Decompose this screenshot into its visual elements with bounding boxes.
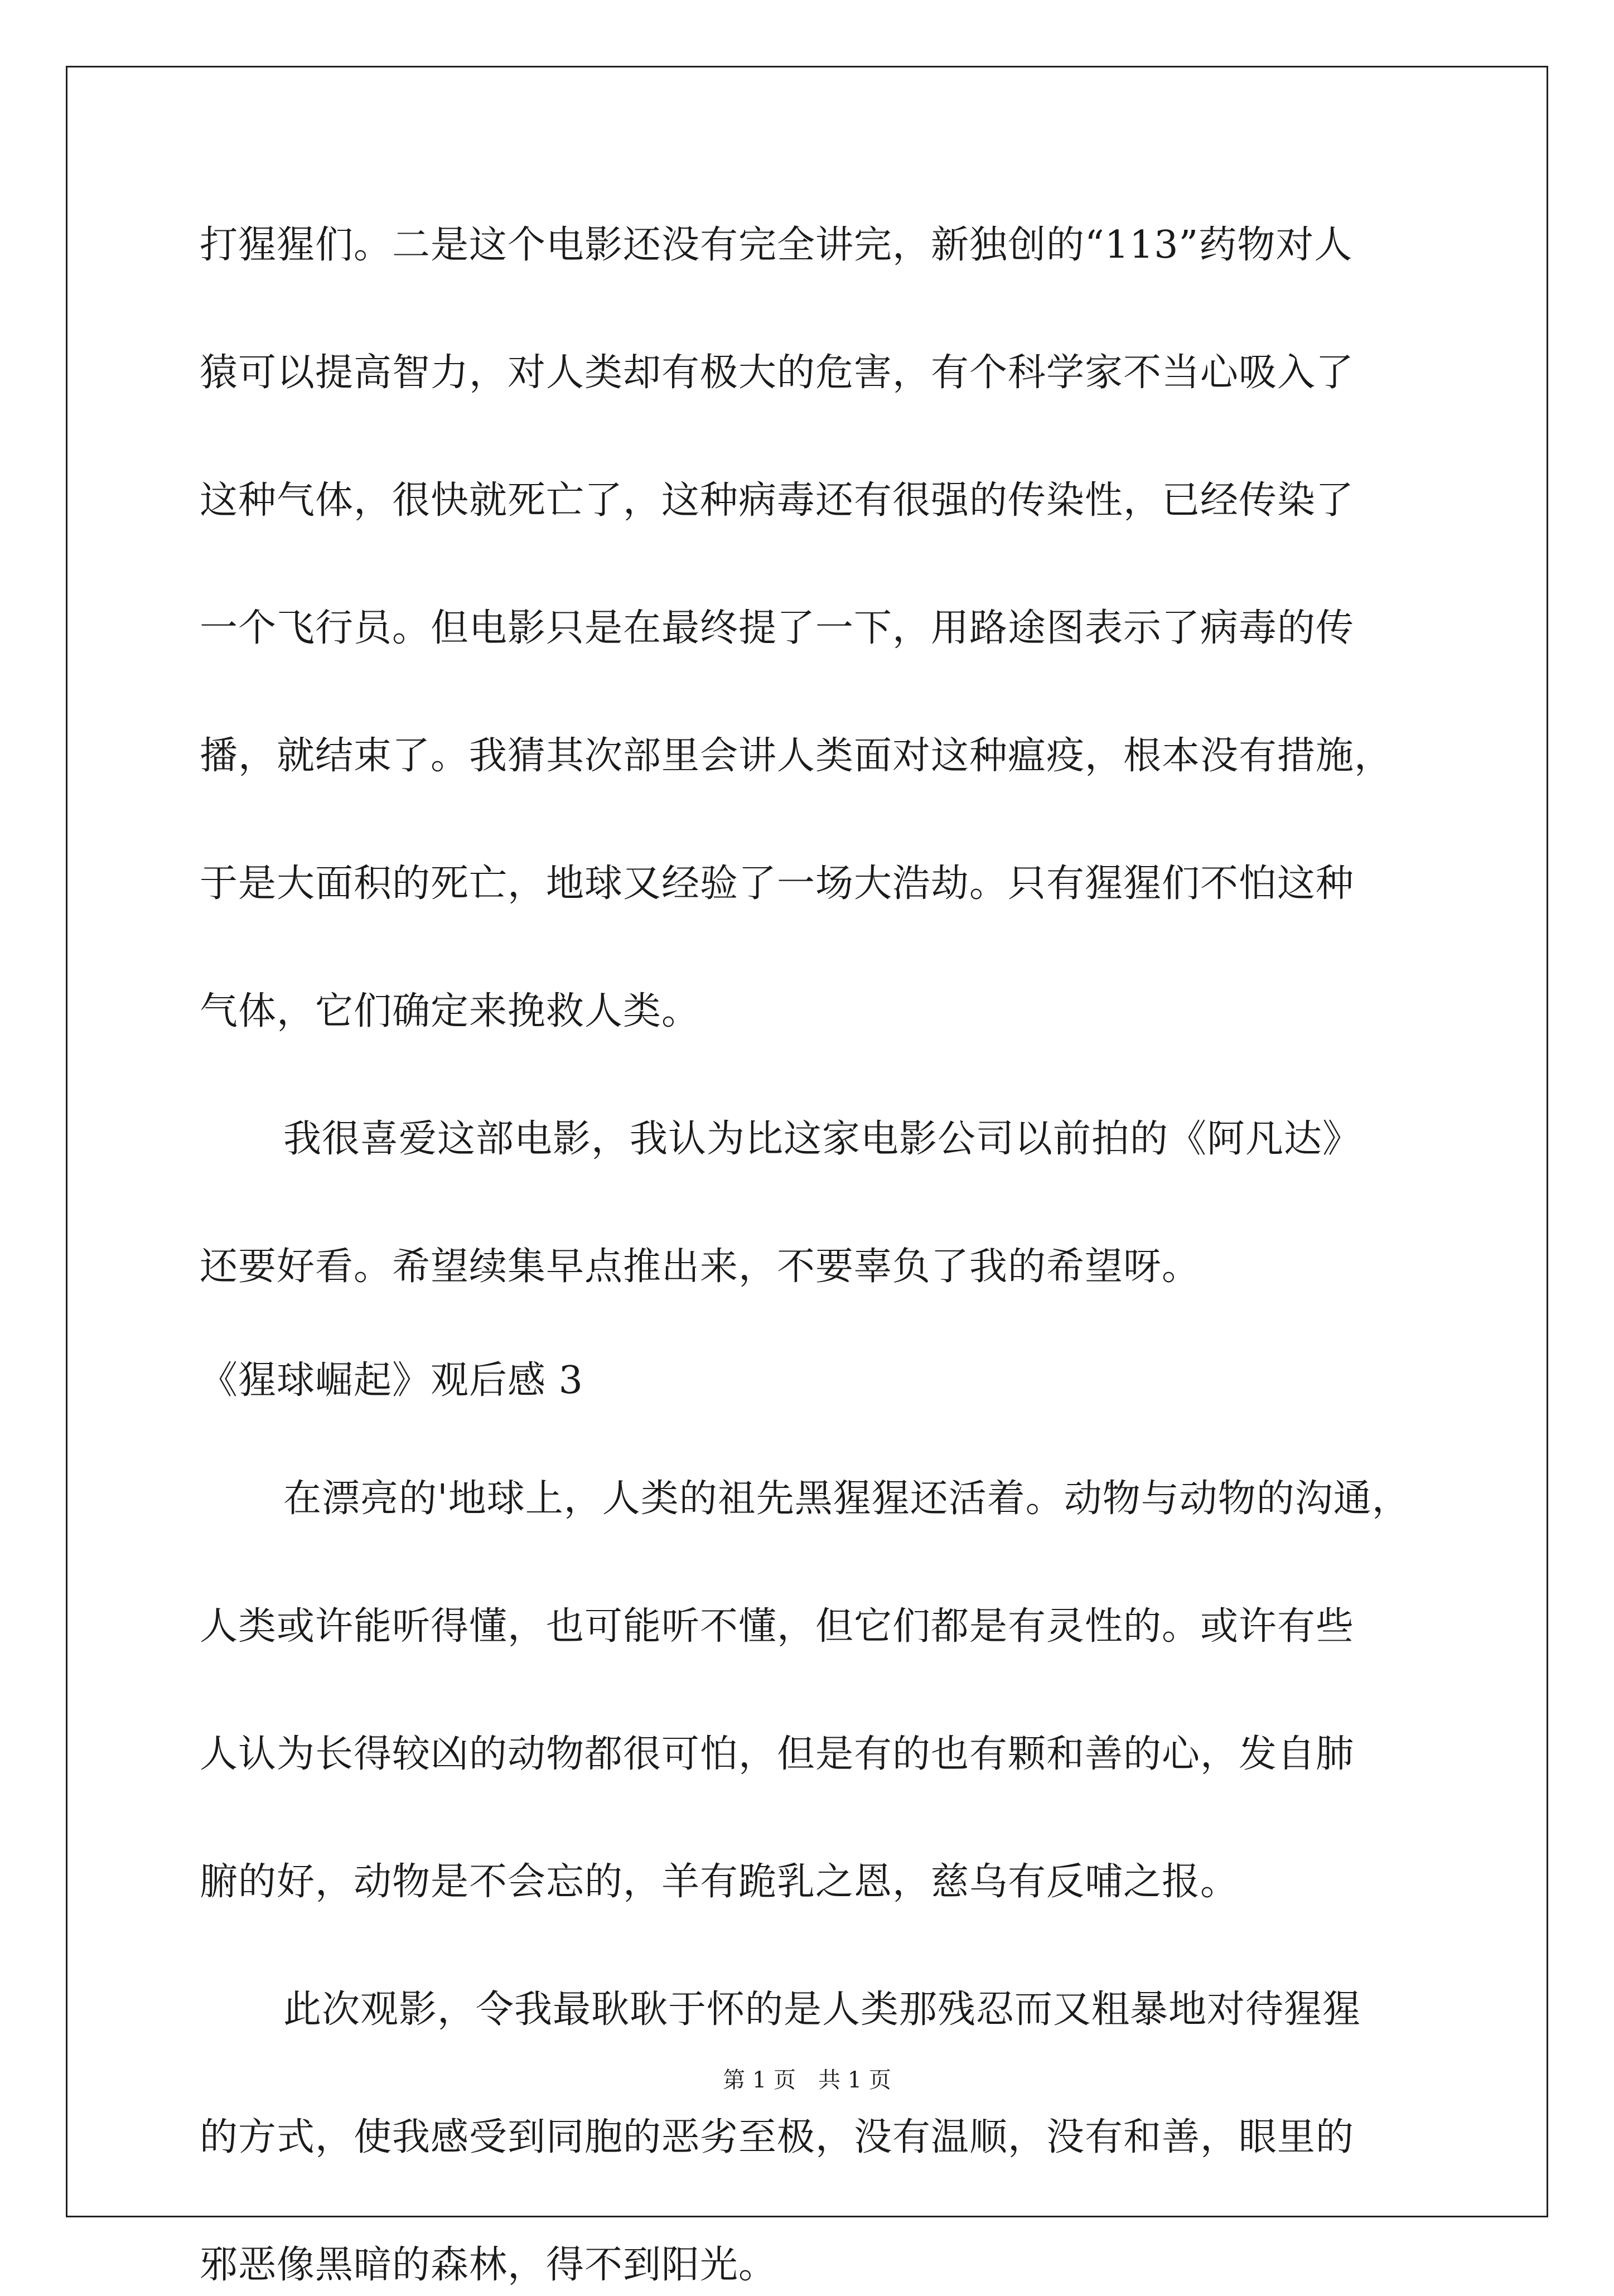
- paragraph-line: 播，就结束了。我猜其次部里会讲人类面对这种瘟疫，根本没有措施，: [200, 734, 1393, 778]
- paragraph-line: 人认为长得较凶的动物都很可怕，但是有的也有颗和善的心，发自肺: [200, 1732, 1355, 1776]
- paragraph-line: 的方式，使我感受到同胞的恶劣至极，没有温顺，没有和善，眼里的: [200, 2115, 1355, 2159]
- paragraph-line: 打猩猩们。二是这个电影还没有完全讲完，新独创的“113”药物对人: [200, 223, 1353, 267]
- paragraph-line: 在漂亮的'地球上，人类的祖先黑猩猩还活着。动物与动物的沟通，: [283, 1477, 1410, 1521]
- paragraph-line: 还要好看。希望续集早点推出来，不要辜负了我的希望呀。: [200, 1245, 1201, 1289]
- section-heading: 《猩球崛起》观后感 3: [200, 1359, 583, 1403]
- paragraph-line: 于是大面积的死亡，地球又经验了一场大浩劫。只有猩猩们不怕这种: [200, 862, 1355, 906]
- paragraph-line: 这种气体，很快就死亡了，这种病毒还有很强的传染性，已经传染了: [200, 478, 1355, 523]
- paragraph-line: 气体，它们确定来挽救人类。: [200, 989, 700, 1033]
- paragraph-line: 一个飞行员。但电影只是在最终提了一下，用路途图表示了病毒的传: [200, 606, 1355, 650]
- paragraph-line: 猿可以提高智力，对人类却有极大的危害，有个科学家不当心吸入了: [200, 351, 1355, 395]
- paragraph-line: 邪恶像黑暗的森林，得不到阳光。: [200, 2243, 777, 2287]
- page-footer: 第 1 页 共 1 页: [723, 2067, 891, 2093]
- paragraph-line: 我很喜爱这部电影，我认为比这家电影公司以前拍的《阿凡达》: [283, 1117, 1361, 1161]
- paragraph-line: 此次观影，令我最耿耿于怀的是人类那残忍而又粗暴地对待猩猩: [283, 1988, 1361, 2032]
- paragraph-line: 腑的好，动物是不会忘的，羊有跪乳之恩，慈乌有反哺之报。: [200, 1860, 1239, 1904]
- paragraph-line: 人类或许能听得懂，也可能听不懂，但它们都是有灵性的。或许有些: [200, 1604, 1355, 1649]
